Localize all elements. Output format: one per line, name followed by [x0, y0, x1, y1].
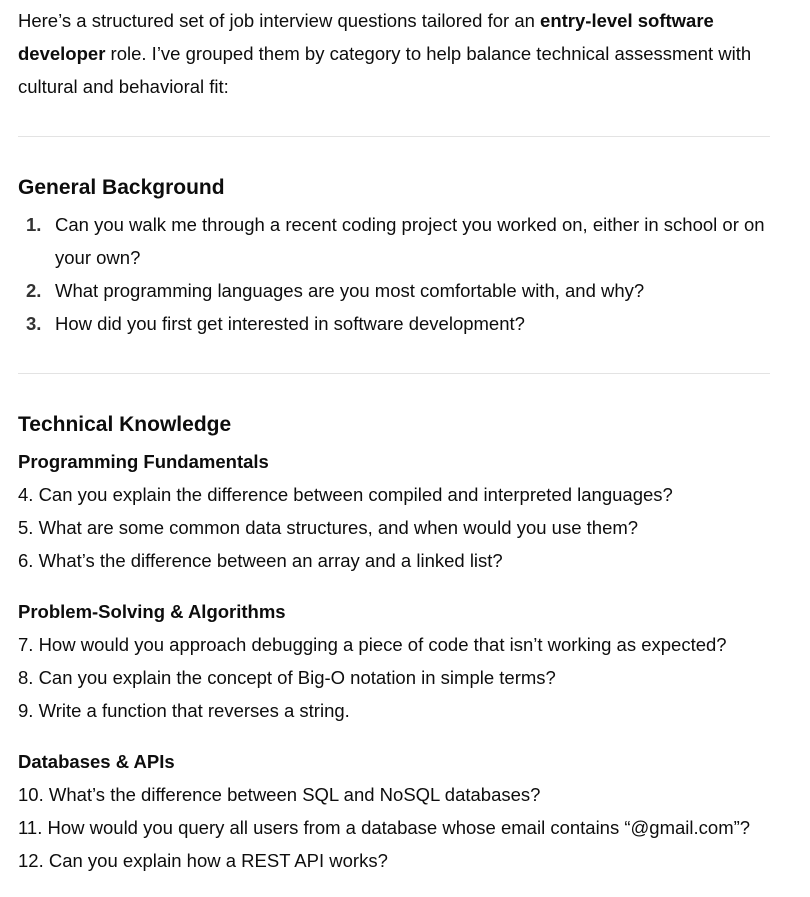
intro-text-end: role. I’ve grouped them by category to help balance technical assessment with cultural and behavioral fit: — [18, 43, 752, 97]
question-text: What programming languages are you most comfortable with, and why? — [55, 280, 645, 301]
divider — [18, 373, 770, 374]
group-programming-fundamentals — [18, 445, 770, 577]
question-line: 4. Can you explain the difference between compiled and interpreted languages? — [18, 484, 673, 505]
heading-technical-knowledge: Technical Knowledge — [18, 413, 232, 436]
list-item — [18, 274, 770, 307]
question-line: 7. How would you approach debugging a piece of code that isn’t working as expected? — [18, 634, 727, 655]
heading-general-background: General Background — [18, 176, 225, 199]
question-line: 9. Write a function that reverses a string. — [18, 700, 350, 721]
subheading: Programming Fundamentals — [18, 451, 269, 472]
question-line: 8. Can you explain the concept of Big-O notation in simple terms? — [18, 667, 556, 688]
intro-bold-role: entry-level software developer — [18, 10, 714, 64]
question-line: 11. How would you query all users from a database whose email contains “@gmail.com”? — [18, 817, 751, 838]
list-number: 2. — [26, 280, 42, 301]
general-questions-list — [18, 208, 770, 340]
question-line: 10. What’s the difference between SQL and NoSQL databases? — [18, 784, 541, 805]
intro-paragraph — [18, 4, 770, 103]
question-line: 5. What are some common data structures, and when would you use them? — [18, 517, 639, 538]
question-line: 12. Can you explain how a REST API works? — [18, 850, 388, 871]
subheading: Problem-Solving & Algorithms — [18, 601, 286, 622]
question-text: How did you first get interested in software development? — [55, 313, 525, 334]
question-line: 6. What’s the difference between an array and a linked list? — [18, 550, 503, 571]
list-number: 1. — [26, 214, 42, 235]
group-databases-apis — [18, 745, 770, 877]
group-problem-solving — [18, 595, 770, 727]
list-item — [18, 307, 770, 340]
list-item — [18, 208, 770, 274]
divider — [18, 136, 770, 137]
subheading: Databases & APIs — [18, 751, 175, 772]
list-number: 3. — [26, 313, 42, 334]
intro-text-start: Here’s a structured set of job interview questions tailored for an — [18, 10, 541, 31]
question-text: Can you walk me through a recent coding project you worked on, either in school or on your own? — [55, 214, 765, 268]
